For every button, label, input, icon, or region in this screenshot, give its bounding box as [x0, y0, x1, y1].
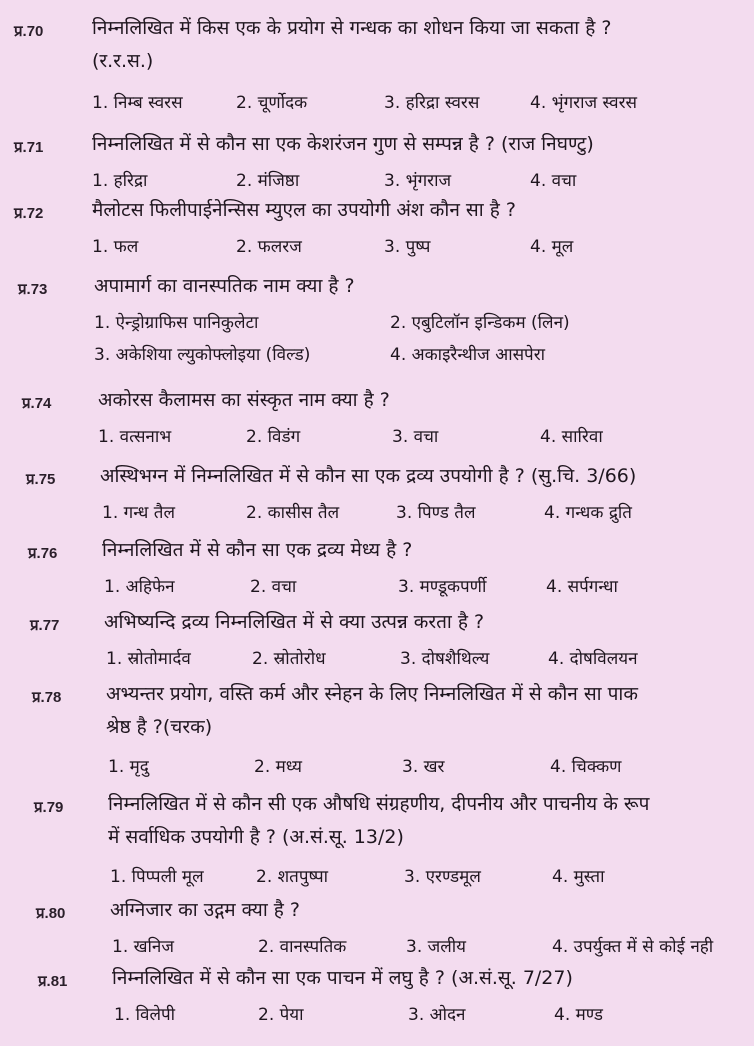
answer-option: 3. खर: [402, 757, 445, 777]
answer-option: 2. पेया: [258, 1005, 304, 1025]
answer-option: 4. मूल: [530, 237, 574, 257]
question-text: निम्नलिखित में से कौन सी एक औषधि संग्रहणीय, दीपनीय और पाचनीय के रूप: [108, 793, 650, 815]
answer-option: 2. शतपुष्पा: [256, 867, 329, 887]
question-text: अभ्यन्तर प्रयोग, वस्ति कर्म और स्नेहन के लिए निम्नलिखित में से कौन सा पाक: [106, 683, 638, 705]
answer-option: 1. गन्ध तैल: [102, 503, 175, 523]
answer-option: 3. पुष्प: [384, 237, 431, 257]
answer-option: 1. पिप्पली मूल: [110, 867, 204, 887]
question-number: प्र.79: [34, 799, 64, 816]
answer-option: 4. चिक्कण: [550, 757, 622, 777]
answer-option: 4. मण्ड: [554, 1005, 603, 1025]
answer-option: 3. जलीय: [406, 937, 467, 957]
answer-option: 2. एबुटिलॉन इन्डिकम (लिन): [390, 313, 570, 333]
answer-option: 3. भृंगराज: [384, 171, 452, 191]
answer-option: 2. वचा: [250, 577, 297, 597]
answer-option: 1. वत्सनाभ: [98, 427, 172, 447]
answer-option: 2. कासीस तैल: [246, 503, 340, 523]
question-number: प्र.80: [36, 905, 66, 922]
question-text: में सर्वाधिक उपयोगी है ? (अ.सं.सू. 13/2): [108, 826, 404, 848]
answer-option: 3. पिण्ड तैल: [396, 503, 476, 523]
answer-option: 4. वचा: [530, 171, 577, 191]
answer-option: 3. दोषशैथिल्य: [400, 649, 490, 669]
answer-option: 1. हरिद्रा: [92, 171, 148, 191]
question-number: प्र.76: [28, 545, 58, 562]
question-text: अपामार्ग का वानस्पतिक नाम क्या है ?: [94, 275, 355, 297]
question-text: अग्निजार का उद्गम क्या है ?: [110, 899, 301, 921]
answer-option: 1. खनिज: [112, 937, 174, 957]
answer-option: 1. फल: [92, 237, 139, 257]
question-number: प्र.81: [38, 973, 68, 990]
answer-option: 3. ओदन: [408, 1005, 466, 1025]
answer-option: 2. वानस्पतिक: [258, 937, 347, 957]
question-text: श्रेष्ठ है ?(चरक): [106, 716, 213, 738]
answer-option: 2. फलरज: [236, 237, 302, 257]
answer-option: 3. अकेशिया ल्युकोफ्लोइया (विल्ड): [94, 345, 311, 365]
answer-option: 4. सर्पगन्धा: [546, 577, 618, 597]
answer-option: 2. मध्य: [254, 757, 303, 777]
question-text: अभिष्यन्दि द्रव्य निम्नलिखित में से क्या उत्पन्न करता है ?: [104, 611, 485, 633]
answer-option: 4. अकाइरैन्थीज आसपेरा: [390, 345, 546, 365]
answer-option: 3. एरण्डमूल: [404, 867, 481, 887]
question-text: अस्थिभग्न में निम्नलिखित में से कौन सा एक द्रव्य उपयोगी है ? (सु.चि. 3/66): [100, 465, 637, 487]
question-text: निम्नलिखित में से कौन सा एक केशरंजन गुण से सम्पन्न है ? (राज निघण्टु): [92, 133, 594, 155]
question-text: निम्नलिखित में से कौन सा एक द्रव्य मेध्य है ?: [102, 539, 413, 561]
question-number: प्र.70: [14, 23, 44, 40]
question-text: (र.र.स.): [92, 50, 154, 72]
question-number: प्र.73: [18, 281, 48, 298]
answer-option: 3. हरिद्रा स्वरस: [384, 93, 480, 113]
question-text: अकोरस कैलामस का संस्कृत नाम क्या है ?: [98, 389, 390, 411]
answer-option: 4. सारिवा: [540, 427, 603, 447]
answer-option: 1. ऐन्ड्रोग्राफिस पानिकुलेटा: [94, 313, 259, 333]
question-number: प्र.75: [26, 471, 56, 488]
answer-option: 4. उपर्युक्त में से कोई नही: [552, 937, 714, 957]
answer-option: 1. विलेपी: [114, 1005, 176, 1025]
question-number: प्र.74: [22, 395, 52, 412]
answer-option: 2. मंजिष्ठा: [236, 171, 300, 191]
question-text: निम्नलिखित में किस एक के प्रयोग से गन्धक का शोधन किया जा सकता है ?: [92, 17, 612, 39]
answer-option: 4. गन्धक द्रुति: [544, 503, 632, 523]
question-number: प्र.77: [30, 617, 60, 634]
answer-option: 4. दोषविलयन: [548, 649, 638, 669]
answer-option: 2. विडंग: [246, 427, 301, 447]
answer-option: 3. मण्डूकपर्णी: [398, 577, 487, 597]
answer-option: 4. भृंगराज स्वरस: [530, 93, 638, 113]
answer-option: 1. मृदु: [108, 757, 149, 777]
answer-option: 1. स्रोतोमार्दव: [106, 649, 191, 669]
question-text: मैलोटस फिलीपाईनेन्सिस म्युएल का उपयोगी अंश कौन सा है ?: [92, 199, 516, 221]
answer-option: 2. चूर्णोदक: [236, 93, 308, 113]
question-number: प्र.78: [32, 689, 62, 706]
answer-option: 3. वचा: [392, 427, 439, 447]
answer-option: 1. अहिफेन: [104, 577, 175, 597]
question-number: प्र.72: [14, 205, 44, 222]
answer-option: 1. निम्ब स्वरस: [92, 93, 183, 113]
answer-option: 2. स्रोतोरोध: [252, 649, 326, 669]
question-text: निम्नलिखित में से कौन सा एक पाचन में लघु है ? (अ.सं.सू. 7/27): [112, 967, 573, 989]
question-number: प्र.71: [14, 139, 44, 156]
answer-option: 4. मुस्ता: [552, 867, 605, 887]
